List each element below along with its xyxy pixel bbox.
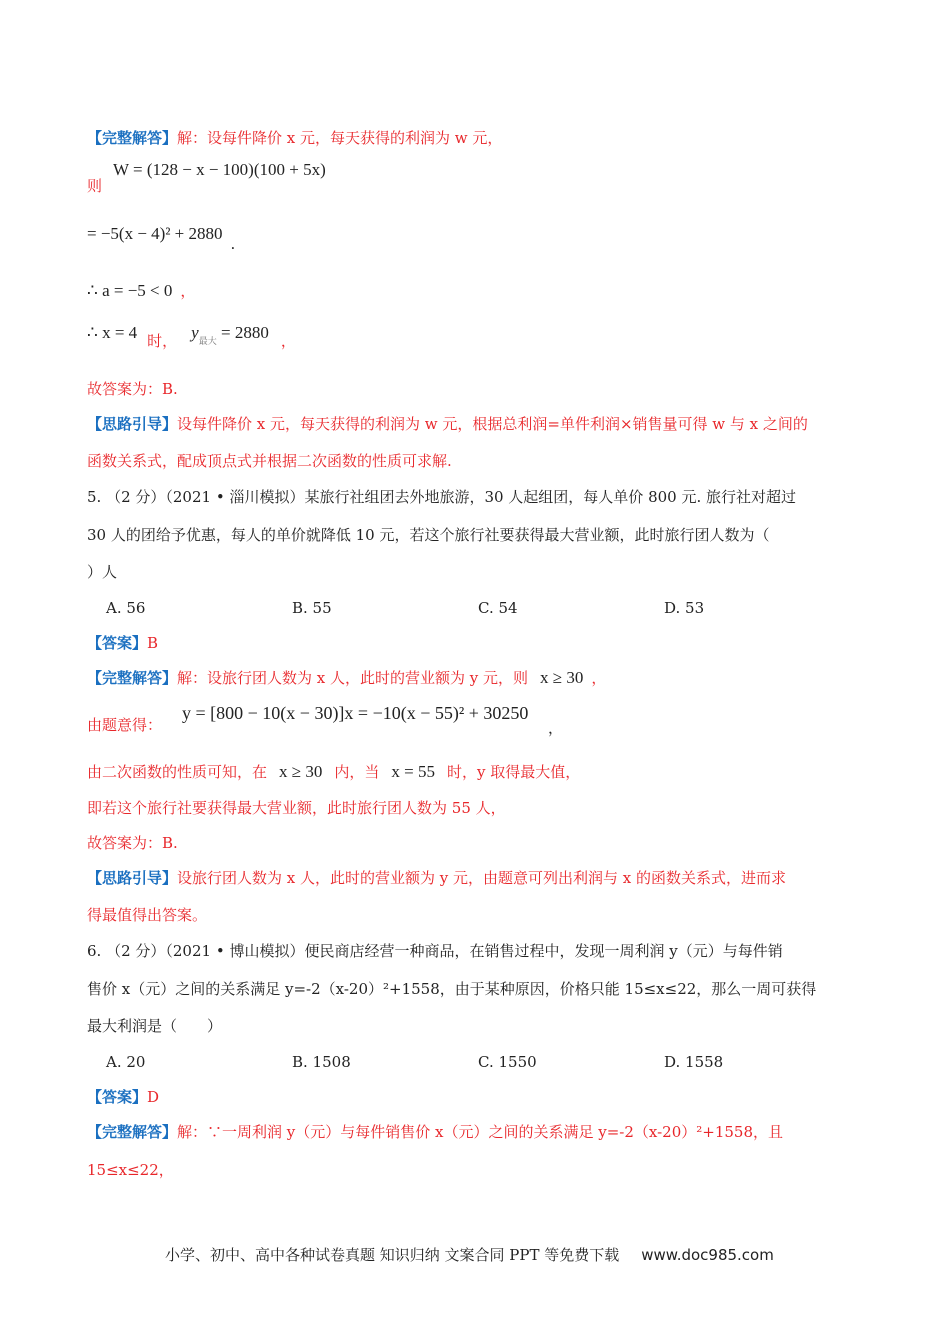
formula: x ≥ 30 xyxy=(279,762,323,781)
formula: y = [800 − 10(x − 30)]x = −10(x − 55)² + 30250 xyxy=(182,703,529,723)
formula: x = 55 xyxy=(391,762,435,781)
question-5-line: ）人 xyxy=(87,563,118,581)
hint-text: 设每件降价 x 元，每天获得的利润为 w 元，根据总利润=单件利润×销售量可得 w 与 x 之间的 xyxy=(177,415,808,433)
formula: ∴ a = −5 < 0 xyxy=(87,281,173,300)
full-solution-tag: 【完整解答】 xyxy=(87,129,178,147)
comma: ， xyxy=(180,282,196,300)
full-solution-tag: 【完整解答】 xyxy=(87,669,178,687)
hint-tag: 【思路引导】 xyxy=(87,869,178,887)
formula: = 2880 xyxy=(216,323,269,342)
solution-text: 由二次函数的性质可知，在 xyxy=(87,763,268,781)
question-5-line: 5. （2 分）（2021 • 淄川模拟）某旅行社组团去外地旅游，30 人起组团，每人单价 800 元. 旅行社对超过 xyxy=(87,488,797,506)
y-max-subscript: 最大 xyxy=(198,337,217,347)
y-max-var: y xyxy=(191,323,199,342)
conclusion: 故答案为：B. xyxy=(87,380,178,398)
option-b: B. 1508 xyxy=(292,1053,351,1071)
solution-text: 解：设旅行团人数为 x 人，此时的营业额为 y 元，则 xyxy=(177,669,529,687)
option-b: B. 55 xyxy=(292,599,332,617)
when-label: 时， xyxy=(147,332,178,350)
full-solution-tag: 【完整解答】 xyxy=(87,1123,178,1141)
solution-line xyxy=(87,1122,783,1142)
conclusion: 故答案为：B. xyxy=(87,834,178,852)
option-a: A. 20 xyxy=(106,1053,146,1071)
solution-line: 即若这个旅行社要获得最大营业额，此时旅行团人数为 55 人， xyxy=(87,799,506,817)
hint-line: 得最值得出答案。 xyxy=(87,906,208,924)
question-6-line: 6. （2 分）（2021 • 博山模拟）便民商店经营一种商品，在销售过程中，发现一周利润 y（元）与每件销 xyxy=(87,942,783,960)
solution-text: 解：设每件降价 x 元，每天获得的利润为 w 元， xyxy=(177,129,503,147)
hint-tag: 【思路引导】 xyxy=(87,415,178,433)
question-6-line: 最大利润是（ ） xyxy=(87,1017,223,1035)
formula: = −5(x − 4)² + 2880 xyxy=(87,224,223,243)
formula: W = (128 − x − 100)(100 + 5x) xyxy=(113,160,326,179)
answer-line xyxy=(87,633,158,653)
hint-line: 函数关系式，配成顶点式并根据二次函数的性质可求解. xyxy=(87,452,452,470)
hint-line xyxy=(87,868,786,888)
footer-link[interactable]: www.doc985.com xyxy=(641,1246,774,1264)
solution-text: 解：∵一周利润 y（元）与每件销售价 x（元）之间的关系满足 y=-2（x-20）²+1558，且 xyxy=(177,1123,784,1141)
comma: ， xyxy=(280,332,296,350)
answer-value: D xyxy=(147,1088,160,1106)
solution-text: 时，y 取得最大值， xyxy=(446,763,581,781)
comma: ， xyxy=(591,669,607,687)
option-c: C. 1550 xyxy=(478,1053,537,1071)
formula: ∴ x = 4 xyxy=(87,323,138,342)
question-5-line: 30 人的团给予优惠，每人的单价就降低 10 元，若这个旅行社要获得最大营业额，此时旅行团人数为（ xyxy=(87,526,770,544)
footer-text: 小学、初中、高中各种试卷真题 知识归纳 文案合同 PPT 等免费下载 xyxy=(165,1246,620,1264)
comma: ， xyxy=(548,719,564,737)
period: . xyxy=(230,235,236,253)
answer-line xyxy=(87,1087,159,1107)
solution-text: 内，当 xyxy=(334,763,380,781)
footer xyxy=(165,1244,774,1265)
hint-line xyxy=(87,414,808,434)
answer-tag: 【答案】 xyxy=(87,634,148,652)
option-c: C. 54 xyxy=(478,599,518,617)
option-d: D. 1558 xyxy=(664,1053,724,1071)
formula-line xyxy=(87,224,236,253)
formula-line xyxy=(87,281,195,301)
hint-text: 设旅行团人数为 x 人，此时的营业额为 y 元，由题意可列出利润与 x 的函数关系式，进而求 xyxy=(177,869,787,887)
formula: x ≥ 30 xyxy=(540,668,584,687)
formula-line xyxy=(87,323,296,350)
answer-tag: 【答案】 xyxy=(87,1088,148,1106)
solution-line xyxy=(87,128,502,148)
solution-line xyxy=(87,762,580,782)
question-6-line: 售价 x（元）之间的关系满足 y=-2（x-20）²+1558，由于某种原因，价格只能 15≤x≤22，那么一周可获得 xyxy=(87,980,817,998)
then-label: 则 xyxy=(87,177,103,195)
option-d: D. 53 xyxy=(664,599,705,617)
by-problem-label: 由题意得： xyxy=(87,716,163,734)
solution-line: 15≤x≤22， xyxy=(87,1161,174,1179)
option-a: A. 56 xyxy=(106,599,146,617)
solution-line xyxy=(87,668,606,688)
answer-value: B xyxy=(147,634,159,652)
